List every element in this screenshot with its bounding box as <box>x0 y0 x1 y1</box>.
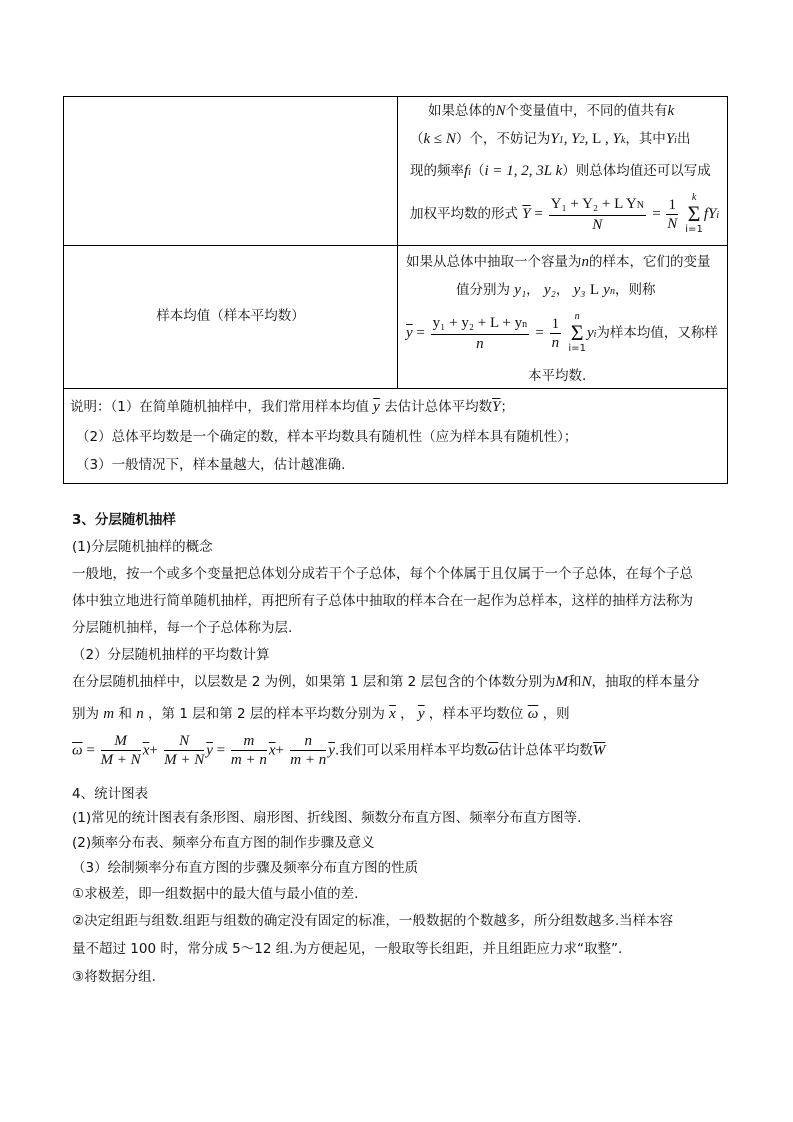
paragraph-line: 分层随机抽样，每一个子总体称为层. <box>72 620 293 636</box>
text: ，则称 <box>614 282 656 298</box>
text: ，其中 <box>625 131 666 147</box>
var-y1: y₁ <box>514 282 527 298</box>
paragraph-line: 在分层随机抽样中，以层数是 2 为例，如果第 1 层和第 2 层包含的个体数分别为M和N，抽取的样本量分 <box>72 674 700 690</box>
row1-content-cell: 如果总体的N个变量值中，不同的值共有k （k ≤ N）个，不妨记为Y1, Y2, L , Yk，其中Yi出 现的频率fi（i = 1, 2, 3L k）则总体均值还可以写成 加权平均数的形式 $\overline{Y}$ = $\frac{\text{Y₁ + Y₂ + L YN}}{N}$ = $\frac{1}{N}$ k Σ i=1 fYi <box>398 97 728 246</box>
text: （2）总体平均数是一个确定的数，样本平均数具有随机性（应为样本具有随机性）； <box>76 429 578 445</box>
paragraph-line: 一般地，按一个或多个变量把总体划分成若干个子总体，每个个体属于且仅属于一个子总体，在每个子总 <box>72 566 693 582</box>
var-yn: yn <box>603 282 615 298</box>
Y-list: Y1, Y2, L , Yk <box>550 131 626 147</box>
text: （3）一般情况下，样本量越大，估计越准确. <box>76 457 346 473</box>
paragraph-line: 体中独立地进行简单随机抽样，再把所有子总体中抽取的样本合在一起作为总样本，这样的抽样方法称为 <box>72 593 693 609</box>
sum-icon: n Σ i=1 <box>568 311 586 354</box>
row1-label-cell <box>64 97 398 246</box>
condition: i = 1, 2, 3L k <box>484 163 563 179</box>
var-Ybar: $\overline{Y}$ <box>492 399 501 415</box>
note-cell <box>64 389 728 484</box>
subheading: (1)分层随机抽样的概念 <box>72 539 213 555</box>
text: 现的频率 <box>410 163 464 179</box>
paragraph-line: (1)常见的统计图表有条形图、扇形图、折线图、频数分布直方图、频率分布直方图等. <box>72 810 582 826</box>
var-k: k <box>667 103 675 119</box>
fraction: $\frac{\text{Y₁ + Y₂ + L YN}}{N}$ <box>550 195 644 233</box>
text: ）个，不妨记为 <box>455 131 551 147</box>
sample-mean-label: 样本均值（样本平均数） <box>156 308 305 324</box>
text: 去估计总体平均数 <box>384 399 493 415</box>
text: 值分别为 <box>456 282 510 298</box>
paragraph-line: ①求极差，即一组数据中的最大值与最小值的差. <box>72 886 359 902</box>
text: 如果从总体中抽取一个容量为 <box>406 254 582 270</box>
condition: k ≤ N <box>423 131 456 147</box>
text: 出 <box>676 131 691 147</box>
row2-label-cell <box>64 246 398 389</box>
var-fi: fi <box>464 163 471 179</box>
paragraph-line: 别为 m 和 n ，第 1 层和第 2 层的样本平均数分别为 $\overline{x}$ ， $\overline{y}$ ，样本平均数位 $\overline{\omega}$ ，则 <box>72 706 570 722</box>
section3-title: 3、分层随机抽样 <box>72 512 176 528</box>
text: 说明：（1）在简单随机抽样中，我们常用样本均值 <box>70 399 369 415</box>
text: 个变量值中，不同的值共有 <box>505 103 668 119</box>
sum-icon: k Σ i=1 <box>685 192 703 235</box>
formula-line: $\overline{\omega}$ = $\frac{M}{M + N}$ $\overline{x}+$ $\frac{N}{M + N}$ $\overline{y}$ = $\frac{m}{m + n}$ $\overline{x}+$ $\frac{n}{m + n}$ $\overline{y}$.我们可以采用样本平均数$\overline{\omega}$估计总体平均数$\overline{W}$ <box>72 733 606 768</box>
text: （ <box>410 131 424 147</box>
section4-title: 4、统计图表 <box>72 786 149 802</box>
text: 为样本均值，又称样 <box>596 325 718 341</box>
text: 的样本，它们的变量 <box>589 254 711 270</box>
text: 本平均数. <box>528 368 587 384</box>
paragraph-line: ③将数据分组. <box>72 969 156 985</box>
var-y3: y₃ <box>573 282 586 298</box>
paragraph-line: 量不超过 100 时，常分成 5～12 组.为方便起见，一般取等长组距，并且组距应力求“取整”. <box>72 941 623 957</box>
text: ）则总体均值还可以写成 <box>562 163 711 179</box>
fraction: $\frac{1}{N}$ <box>667 196 678 232</box>
var-n: n <box>581 254 589 270</box>
ellipsis: L <box>589 282 599 298</box>
var-ybar: $\overline{y}$ <box>373 399 380 415</box>
subheading: （2）分层随机抽样的平均数计算 <box>72 647 270 663</box>
text: 加权平均数的形式 <box>410 206 518 222</box>
fraction: $\frac{\text{y₁ + y₂ + L + yn}}{n}$ <box>432 314 528 352</box>
text: 如果总体的 <box>428 103 496 119</box>
var-Ybar: $\overline{Y}$ <box>522 206 531 222</box>
var-y2: y₂ <box>543 282 556 298</box>
text: ； <box>500 399 514 415</box>
row2-content-cell: 如果从总体中抽取一个容量为n的样本，它们的变量 值分别为 y₁， y₂， y₃ L yn，则称 $\overline{y}$ = $\frac{\text{y₁ + y₂ + L + yn}}{n}$ = $\frac{1}{n}$ n Σ i=1 yi为样本均值，又称样 本平均数. <box>398 246 728 389</box>
statistics-table <box>63 96 728 484</box>
fraction: $\frac{1}{n}$ <box>551 315 560 351</box>
paragraph-line: (2)频率分布表、频率分布直方图的制作步骤及意义 <box>72 835 375 851</box>
var-Yi: Yi <box>665 131 677 147</box>
paragraph-line: （3）绘制频率分布直方图的步骤及频率分布直方图的性质 <box>72 860 419 876</box>
var-ybar: $\overline{y}$ <box>406 325 413 341</box>
paragraph-line: ②决定组距与组数.组距与组数的确定没有固定的标准，一般数据的个数越多，所分组数越多.当样本容 <box>72 913 674 929</box>
var-N: N <box>495 103 506 119</box>
